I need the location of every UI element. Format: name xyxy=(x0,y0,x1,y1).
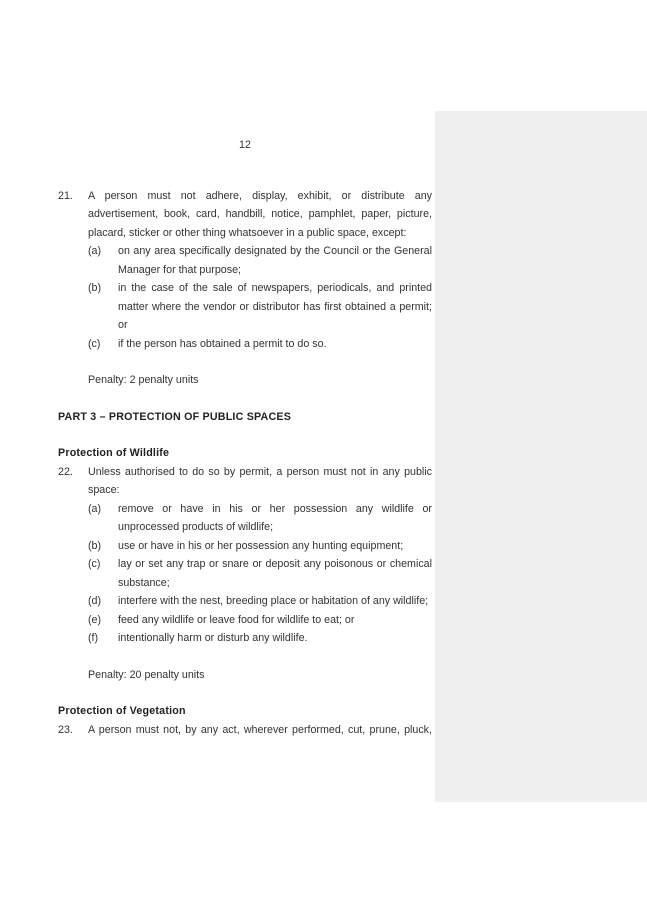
subclause-text-line: matter where the vendor or distributor has first obtained a permit; xyxy=(118,300,432,313)
subclause-text-line: unprocessed products of wildlife; xyxy=(118,521,274,533)
subclause-label: (c) xyxy=(88,558,101,570)
subclause-text-line: substance; xyxy=(118,576,170,589)
subclause-text-line: lay or set any trap or snare or deposit any poisonous or chemical xyxy=(118,558,432,570)
subclause-22b xyxy=(88,537,432,556)
subclause-label: (b) xyxy=(88,539,102,552)
subclause-21a xyxy=(88,242,432,279)
clause-text-line: space: xyxy=(88,484,120,496)
subclause-22d xyxy=(88,592,432,611)
subclause-text-line: Manager for that purpose; xyxy=(118,263,241,276)
subclause-text-line: feed any wildlife or leave food for wildlife to eat; or xyxy=(118,613,355,626)
clause-text-line: advertisement, book, card, handbill, notice, pamphlet, paper, picture, xyxy=(88,208,432,220)
protection-of-wildlife-heading: Protection of Wildlife xyxy=(58,447,170,459)
subclause-21c xyxy=(88,335,432,354)
subclause-22e xyxy=(88,611,432,630)
subclause-text-line: use or have in his or her possession any hunting equipment; xyxy=(118,539,404,552)
subclause-label: (a) xyxy=(88,245,102,257)
subclause-text-line: if the person has obtained a permit to do so. xyxy=(118,337,327,350)
subclause-label: (c) xyxy=(88,337,101,350)
subclause-text-line: in the case of the sale of newspapers, periodicals, and printed xyxy=(118,282,432,294)
clause-23 xyxy=(58,721,432,740)
clause-22-number: 22. xyxy=(58,465,73,478)
subclause-21b xyxy=(88,279,432,335)
clause-text-line: placard, sticker or other thing whatsoever in a public space, except: xyxy=(88,226,407,239)
clause-text-line: A person must not adhere, display, exhibit, or distribute any xyxy=(88,189,432,202)
clause-22 xyxy=(58,463,432,685)
clause-21 xyxy=(58,187,432,390)
subclause-text-line: on any area specifically designated by the Council or the General xyxy=(118,245,432,257)
subclause-label: (b) xyxy=(88,282,102,294)
clause-21-number: 21. xyxy=(58,189,73,202)
right-margin-panel xyxy=(435,111,647,802)
penalty-22: Penalty: 20 penalty units xyxy=(88,668,205,681)
subclause-text-line: or xyxy=(118,319,128,331)
clause-text-line: A person must not, by any act, wherever performed, cut, prune, pluck, xyxy=(88,723,432,736)
subclause-text-line: intentionally harm or disturb any wildlife. xyxy=(118,632,308,644)
subclause-label: (f) xyxy=(88,632,99,644)
clause-text-line: Unless authorised to do so by permit, a person must not in any public xyxy=(88,465,432,478)
penalty-21: Penalty: 2 penalty units xyxy=(88,374,199,386)
subclause-label: (d) xyxy=(88,595,102,607)
subclause-22c xyxy=(88,555,432,592)
part-3-heading: PART 3 – PROTECTION OF PUBLIC SPACES xyxy=(58,410,292,423)
subclause-text-line: interfere with the nest, breeding place or habitation of any wildlife; xyxy=(118,595,429,607)
page-content xyxy=(58,136,432,739)
clause-23-number: 23. xyxy=(58,723,73,736)
subclause-label: (a) xyxy=(88,502,102,515)
subclause-22a xyxy=(88,500,432,537)
subclause-22f xyxy=(88,629,432,648)
subclause-text-line: remove or have in his or her possession any wildlife or xyxy=(118,502,432,515)
subclause-label: (e) xyxy=(88,613,102,626)
page-number: 12 xyxy=(239,139,251,151)
protection-of-vegetation-heading: Protection of Vegetation xyxy=(58,705,186,717)
